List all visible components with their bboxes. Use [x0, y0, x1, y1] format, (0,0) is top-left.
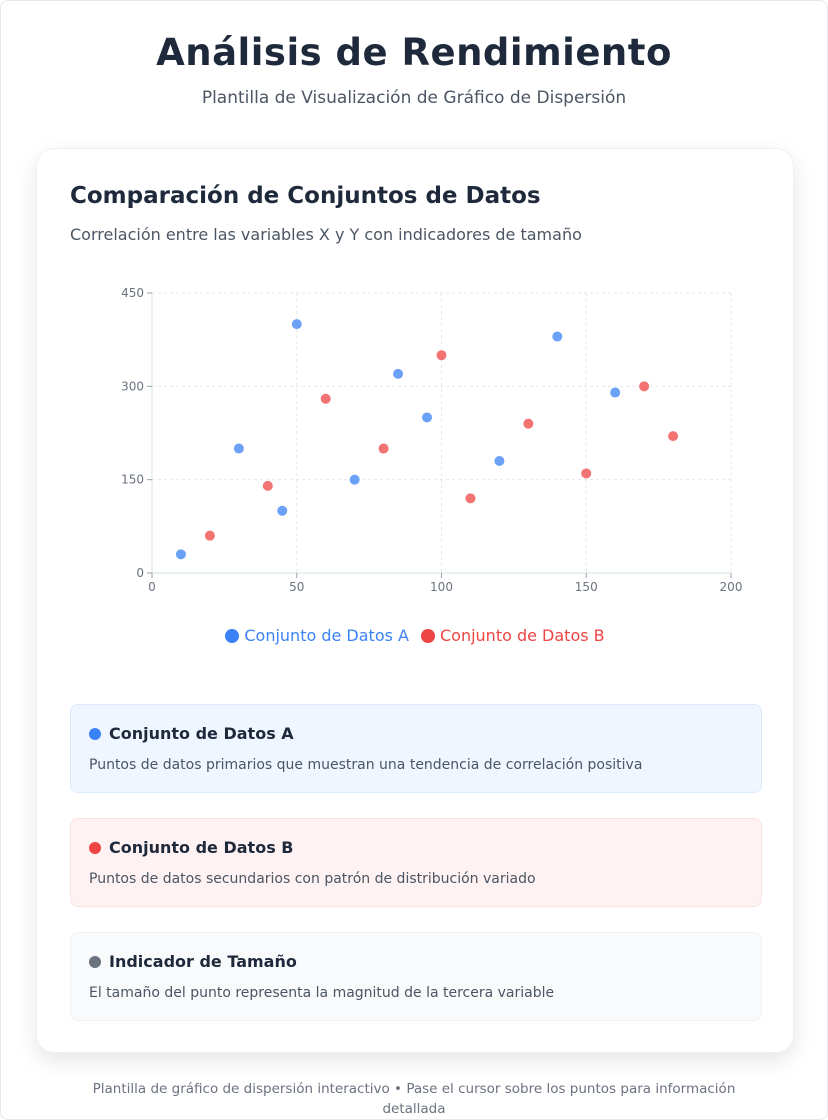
info-box-dataset-b	[70, 818, 762, 907]
legend-item-b[interactable]	[421, 626, 605, 645]
y-tick-label: 300	[121, 379, 144, 394]
data-point-series-a	[610, 388, 620, 398]
data-point-series-a	[552, 332, 562, 342]
footer-line-1: Plantilla de gráfico de dispersión interactivo • Pase el cursor sobre los puntos para información	[92, 1081, 736, 1097]
legend-item-a[interactable]	[225, 626, 409, 645]
x-tick-label: 150	[574, 580, 598, 594]
dataset-a-dot-icon	[89, 728, 101, 740]
x-tick-label: 200	[719, 580, 743, 594]
y-tick-label: 450	[121, 286, 144, 300]
data-point-series-b	[523, 419, 533, 429]
data-point-series-a	[393, 369, 403, 379]
data-point-series-b	[263, 481, 273, 491]
data-point-series-b	[437, 350, 447, 360]
data-point-series-a	[176, 549, 186, 559]
data-point-series-a	[277, 506, 287, 516]
data-point-series-a	[234, 444, 244, 454]
size-indicator-dot-icon	[89, 956, 101, 968]
info-a-title: Conjunto de Datos A	[109, 724, 294, 743]
data-point-series-b	[639, 381, 649, 391]
y-tick-label: 150	[121, 472, 144, 487]
info-box-dataset-a	[70, 704, 762, 793]
y-tick-label: 0	[136, 566, 144, 580]
data-point-series-b	[465, 493, 475, 503]
legend-label-b: Conjunto de Datos B	[439, 626, 605, 645]
data-point-series-b	[321, 394, 331, 404]
data-point-series-a	[350, 475, 360, 485]
page-subtitle: Plantilla de Visualización de Gráfico de Dispersión	[201, 88, 627, 108]
footer-note	[61, 1079, 767, 1119]
legend-dot-b-icon	[421, 629, 435, 643]
data-point-series-b	[668, 431, 678, 441]
card-title: Comparación de Conjuntos de Datos	[70, 183, 541, 209]
scatter-chart	[37, 149, 795, 619]
x-tick-label: 50	[289, 580, 305, 594]
dataset-b-dot-icon	[89, 842, 101, 854]
data-point-series-b	[379, 444, 389, 454]
chart-legend	[37, 626, 793, 645]
data-point-series-b	[581, 468, 591, 478]
page-title: Análisis de Rendimiento	[156, 31, 672, 74]
info-c-title: Indicador de Tamaño	[109, 952, 297, 971]
info-a-description: Puntos de datos primarios que muestran una tendencia de correlación positiva	[89, 757, 643, 773]
info-box-size-indicator	[70, 932, 762, 1021]
legend-label-a: Conjunto de Datos A	[244, 626, 409, 645]
info-b-title: Conjunto de Datos B	[109, 838, 294, 857]
data-point-series-a	[494, 456, 504, 466]
data-point-series-b	[205, 531, 215, 541]
x-tick-label: 0	[148, 580, 156, 594]
x-tick-label: 100	[430, 580, 453, 594]
data-point-series-a	[422, 412, 432, 422]
chart-card	[36, 148, 794, 1053]
data-point-series-a	[292, 319, 302, 329]
legend-dot-a-icon	[225, 629, 239, 643]
card-subtitle: Correlación entre las variables X y Y con indicadores de tamaño	[70, 225, 582, 244]
info-b-description: Puntos de datos secundarios con patrón de distribución variado	[89, 871, 536, 887]
footer-line-2: detallada	[382, 1101, 446, 1117]
info-c-description: El tamaño del punto representa la magnitud de la tercera variable	[89, 985, 555, 1001]
